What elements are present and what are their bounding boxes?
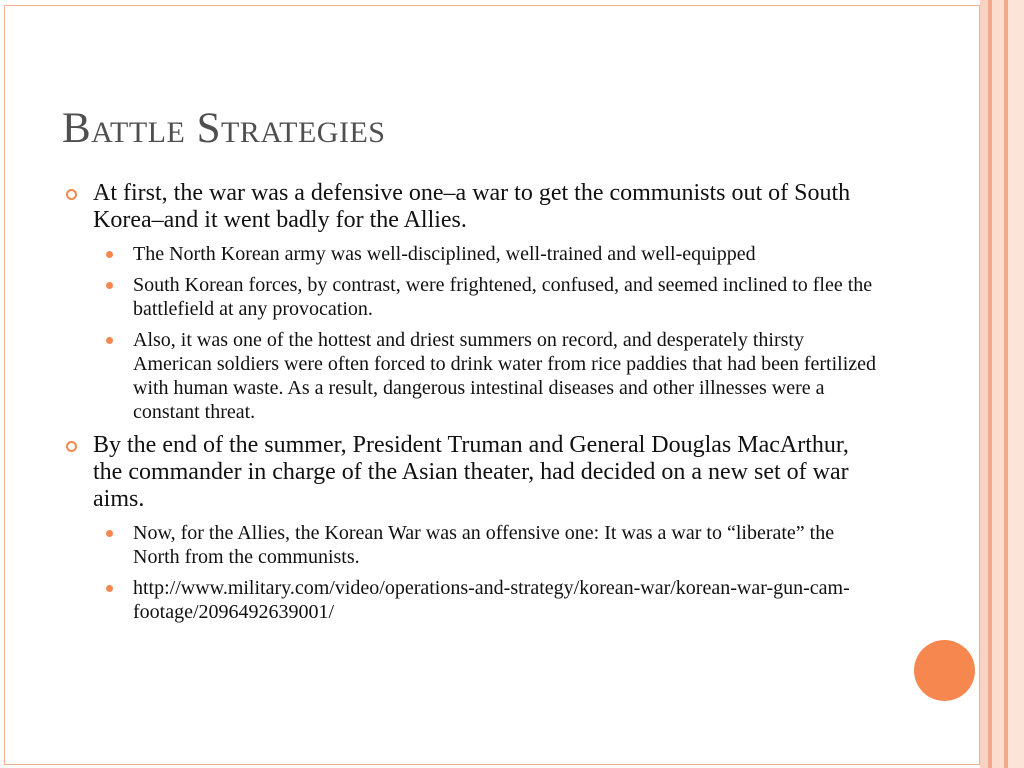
slide-title: Battle Strategies [62,105,386,152]
video-link[interactable]: http://www.military.com/video/operations-and-strategy/korean-war/korean-war-gun-cam-footage/2096492639001/ [133,577,850,623]
bullet-dot-icon [106,282,113,289]
decor-stripe [992,0,1004,768]
decor-stripe [980,0,988,768]
bullet-list [62,180,882,624]
bullet-text: By the end of the summer, President Truman and General Douglas MacArthur, the commander in charge of the Asian theater, had decided on a new set of war aims. [93,432,849,512]
decor-stripe [1008,0,1024,768]
bullet-dot-icon [106,585,113,592]
bullet-ring-icon [66,441,77,452]
sub-bullet-item [93,242,882,266]
sub-bullet-text: Also, it was one of the hottest and driest summers on record, and desperately thirsty American soldiers were often forced to drink water from rice paddies that had been fertilized with human waste. As a result, dangerous intestinal diseases and other illnesses were a constant threat. [133,329,877,423]
bullet-item [62,432,882,624]
sub-bullet-text: Now, for the Allies, the Korean War was an offensive one: It was a war to “liberate” the North from the communists. [133,522,835,568]
sub-bullet-item [93,273,882,321]
sub-bullet-item [93,328,882,424]
bullet-ring-icon [66,189,77,200]
sub-bullet-list [93,521,882,624]
sub-bullet-text: South Korean forces, by contrast, were frightened, confused, and seemed inclined to flee the battlefield at any provocation. [133,274,873,320]
bullet-dot-icon [106,337,113,344]
slide-content [62,180,882,632]
sub-bullet-item[interactable] [93,576,882,624]
bullet-dot-icon [106,530,113,537]
bullet-dot-icon [106,251,113,258]
decor-circle [914,640,975,701]
sub-bullet-text: The North Korean army was well-disciplined, well-trained and well-equipped [133,243,756,265]
bullet-text: At first, the war was a defensive one–a war to get the communists out of South Korea–and it went badly for the Allies. [93,180,851,233]
bullet-item [62,180,882,424]
sub-bullet-item [93,521,882,569]
sub-bullet-list [93,242,882,424]
